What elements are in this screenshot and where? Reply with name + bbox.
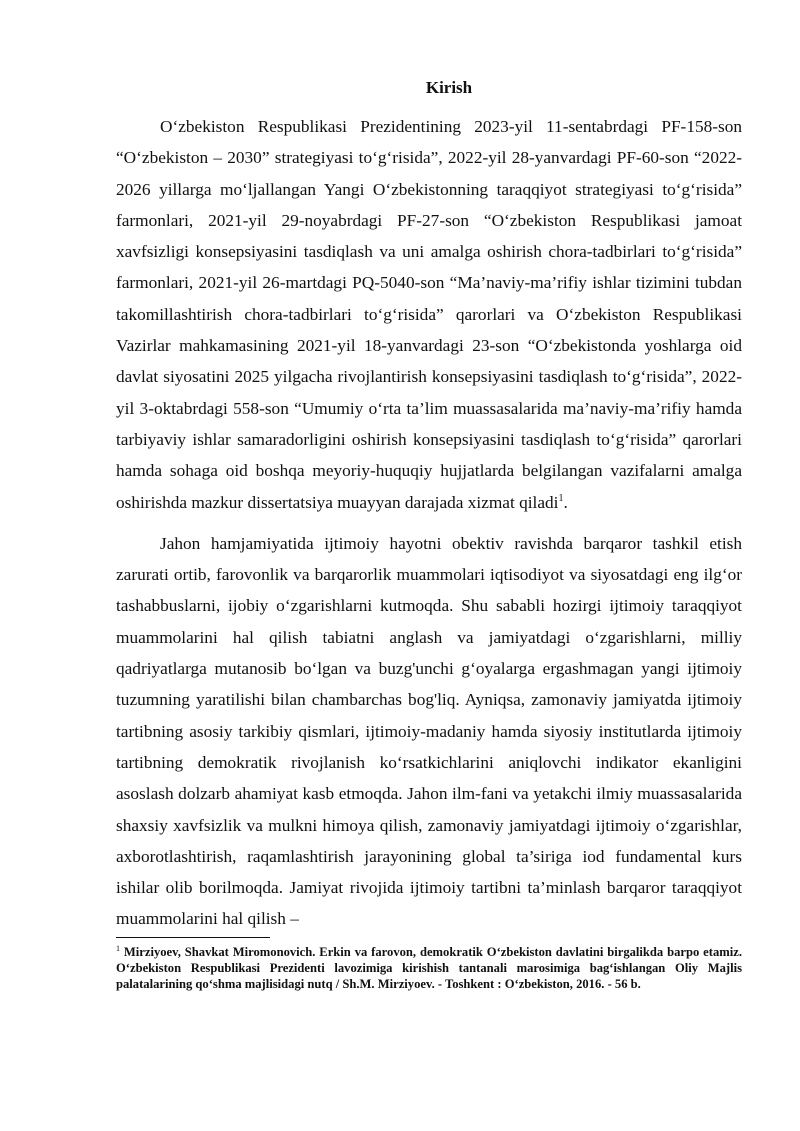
footnote — [116, 944, 742, 992]
page-title: Kirish — [425, 78, 473, 97]
footnote-reference[interactable]: 1 — [558, 492, 564, 504]
paragraph-1 — [116, 111, 742, 518]
footnote-separator — [116, 937, 270, 938]
document-page — [116, 70, 742, 992]
paragraph-1-tail: . — [563, 492, 568, 512]
paragraph-2-text: Jahon hamjamiyatida ijtimoiy hayotni obektiv ravishda barqaror tashkil etish zarurati ortib, farovonlik va barqarorlik muammolari iqtisodiyot va siyosatdagi eng ilg‘or tashabbuslarni, ijobiy o‘zgarishlarni kutmoqda. Shu sababli hozirgi ijtimoiy taraqqiyot muammolarini hal qilish tabiatni anglash va jamiyatdagi o‘zgarishlarni, milliy qadriyatlarga mutanosib bo‘lgan va buzg'unchi g‘oyalarga ergashmagan yangi ijtimoiy tuzumning yaratilishi bilan chambarchas bog'liq. Ayniqsa, zamonaviy jamiyatda ijtimoiy tartibning asosiy tarkibiy qismlari, ijtimoiy-madaniy hamda siyosiy institutlarda ijtimoiy tartibning demokratik rivojlanish ko‘rsatkichlarini aniqlovchi indikator ekanligini asoslash dolzarb ahamiyat kasb etmoqda. Jahon ilm-fani va yetakchi ilmiy muassasalarida shaxsiy xavfsizlik va mulkni himoya qilish, zamonaviy jamiyatdagi ijtimoiy o‘zgarishlar, axborotlashtirish, raqamlashtirish jarayonining global ta’siriga iod fundamental kurs ishilar olib borilmoqda. Jamiyat rivojida ijtimoiy tartibni ta’minlash barqaror taraqqiyot muammolarini hal qilish – — [116, 533, 742, 929]
footnote-marker: 1 — [116, 943, 120, 953]
paragraph-2 — [116, 528, 742, 935]
footnote-text: Mirziyoev, Shavkat Miromonovich. Erkin va farovon, demokratik O‘zbekiston davlatini birgalikda barpo etamiz. O‘zbekiston Respublikasi Prezidenti lavozimiga kirishish tantanali marosimiga bag‘ishlangan Oliy Majlis palatalarining qo‘shma majlisidagi nutq / Sh.M. Mirziyoev. - Toshkent : O‘zbekiston, 2016. - 56 b. — [116, 944, 742, 991]
paragraph-1-text: O‘zbekiston Respublikasi Prezidentining 2023-yil 11-sentabrdagi PF-158-son “O‘zbekiston – 2030” strategiyasi to‘g‘risida”, 2022-yil 28-yanvardagi PF-60-son “2022-2026 yillarga mo‘ljallangan Yangi O‘zbekistonning taraqqiyot strategiyasi to‘g‘risida” farmonlari, 2021-yil 29-noyabrdagi PF-27-son “O‘zbekiston Respublikasi jamoat xavfsizligi konsepsiyasini tasdiqlash va uni amalga oshirish chora-tadbirlari to‘g‘risida” farmonlari, 2021-yil 26-martdagi PQ-5040-son “Ma’naviy-ma’rifiy ishlar tizimini tubdan takomillashtirish chora-tadbirlari to‘g‘risida” qarorlari va O‘zbekiston Respublikasi Vazirlar mahkamasining 2021-yil 18-yanvardagi 23-son “O‘zbekistonda yoshlarga oid davlat siyosatini 2025 yilgacha rivojlantirish konsepsiyasini tasdiqlash to‘g‘risida”, 2022-yil 3-oktabrdagi 558-son “Umumiy o‘rta ta’lim muassasalarida ma’naviy-ma’rifiy hamda tarbiyaviy ishlar samaradorligini oshirish konsepsiyasini tasdiqlash to‘g‘risida” qarorlari hamda sohaga oid boshqa meyoriy-huquqiy hujjatlarda belgilangan vazifalarni amalga oshirishda mazkur dissertatsiya muayyan darajada xizmat qiladi — [116, 117, 742, 512]
